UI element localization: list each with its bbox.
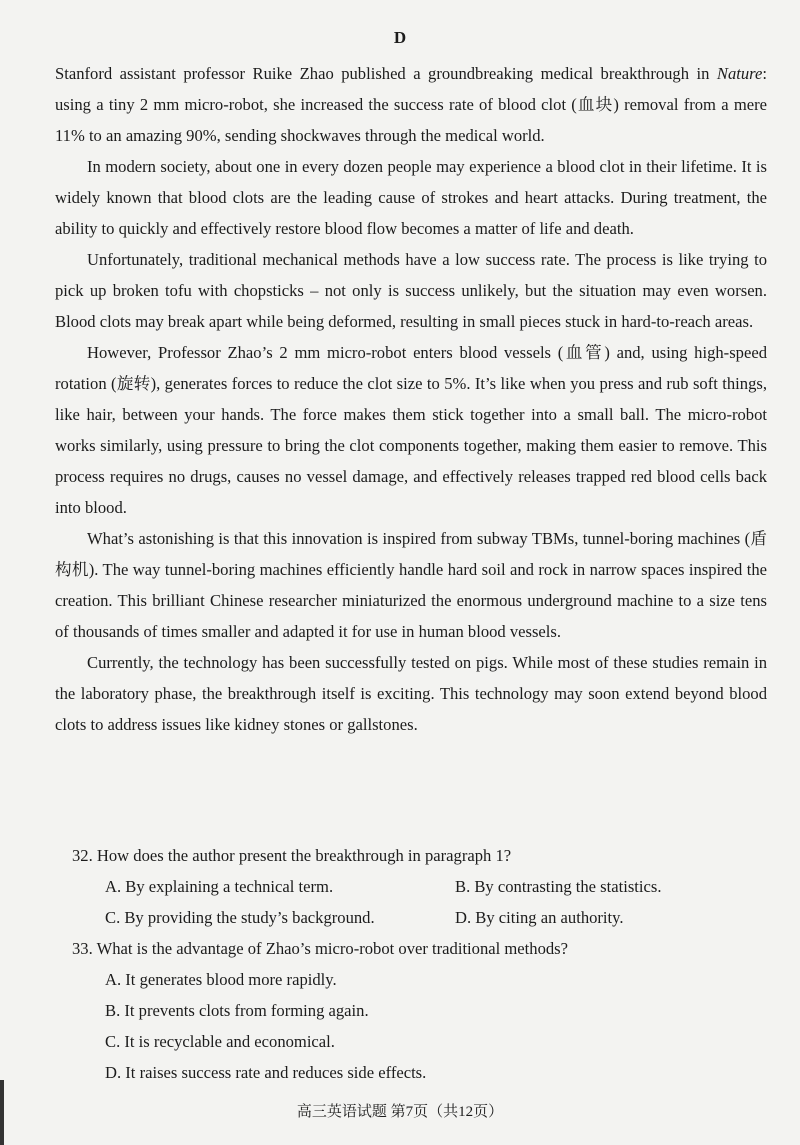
option-d: D. By citing an authority.: [455, 908, 624, 927]
section-title: D: [393, 28, 407, 47]
questions: [72, 840, 762, 1088]
option-a: A. It generates blood more rapidly.: [105, 970, 337, 989]
option-b: B. It prevents clots from forming again.: [105, 1001, 369, 1020]
question-stem: 32. How does the author present the breakthrough in paragraph 1?: [72, 846, 512, 865]
paragraph-1: [55, 58, 767, 151]
options: [72, 964, 762, 1088]
paragraph-2: In modern society, about one in every dozen people may experience a blood clot in their lifetime. It is widely known that blood clots are the leading cause of strokes and heart attacks. During treatment, the ability to quickly and effectively restore blood flow becomes a matter of life and death.: [55, 157, 767, 238]
option-d: D. It raises success rate and reduces side effects.: [105, 1063, 427, 1082]
paragraph-1-text: Stanford assistant professor Ruike Zhao published a groundbreaking medical breakthrough in: [55, 64, 717, 83]
paragraph-4: However, Professor Zhao’s 2 mm micro-robot enters blood vessels (血管) and, using high-speed rotation (旋转), generates forces to reduce the clot size to 5%. It’s like when you press and rub soft things, like hair, between your hands. The force makes them stick together into a small ball. The micro-robot works similarly, using pressure to bring the clot components together, making them easier to remove. This process requires no drugs, causes no vessel damage, and effectively releases trapped red blood cells back into blood.: [55, 343, 767, 517]
paragraph-3: Unfortunately, traditional mechanical methods have a low success rate. The process is like trying to pick up broken tofu with chopsticks – not only is success unlikely, but the situation may even worsen. Blood clots may break apart while being deformed, resulting in small pieces stuck in hard-to-reach areas.: [55, 250, 767, 331]
question-32: [72, 840, 762, 933]
question-stem: 33. What is the advantage of Zhao’s micro-robot over traditional methods?: [72, 939, 568, 958]
paragraph-1-text-cont: : using a tiny 2 mm micro-robot, she increased the success rate of blood clot (血块) removal from a mere 11% to an amazing 90%, sending shockwaves through the medical world.: [55, 64, 767, 145]
paragraph-6: Currently, the technology has been successfully tested on pigs. While most of these studies remain in the laboratory phase, the breakthrough itself is exciting. This technology may soon extend beyond blood clots to address issues like kidney stones or gallstones.: [55, 653, 767, 734]
reading-passage: [55, 58, 767, 740]
option-a: A. By explaining a technical term.: [105, 877, 334, 896]
option-c: C. By providing the study’s background.: [105, 908, 375, 927]
journal-name: Nature: [716, 64, 763, 83]
question-33: [72, 933, 762, 1088]
page-footer: 高三英语试题 第7页（共12页）: [296, 1104, 504, 1120]
option-b: B. By contrasting the statistics.: [455, 877, 662, 896]
option-c: C. It is recyclable and economical.: [105, 1032, 335, 1051]
options: [72, 871, 762, 933]
paragraph-5: What’s astonishing is that this innovation is inspired from subway TBMs, tunnel-boring machines (盾构机). The way tunnel-boring machines efficiently handle hard soil and rock in narrow spaces inspired the creation. This brilliant Chinese researcher miniaturized the enormous underground machine to a size tens of thousands of times smaller and adapted it for use in human blood vessels.: [55, 529, 767, 641]
